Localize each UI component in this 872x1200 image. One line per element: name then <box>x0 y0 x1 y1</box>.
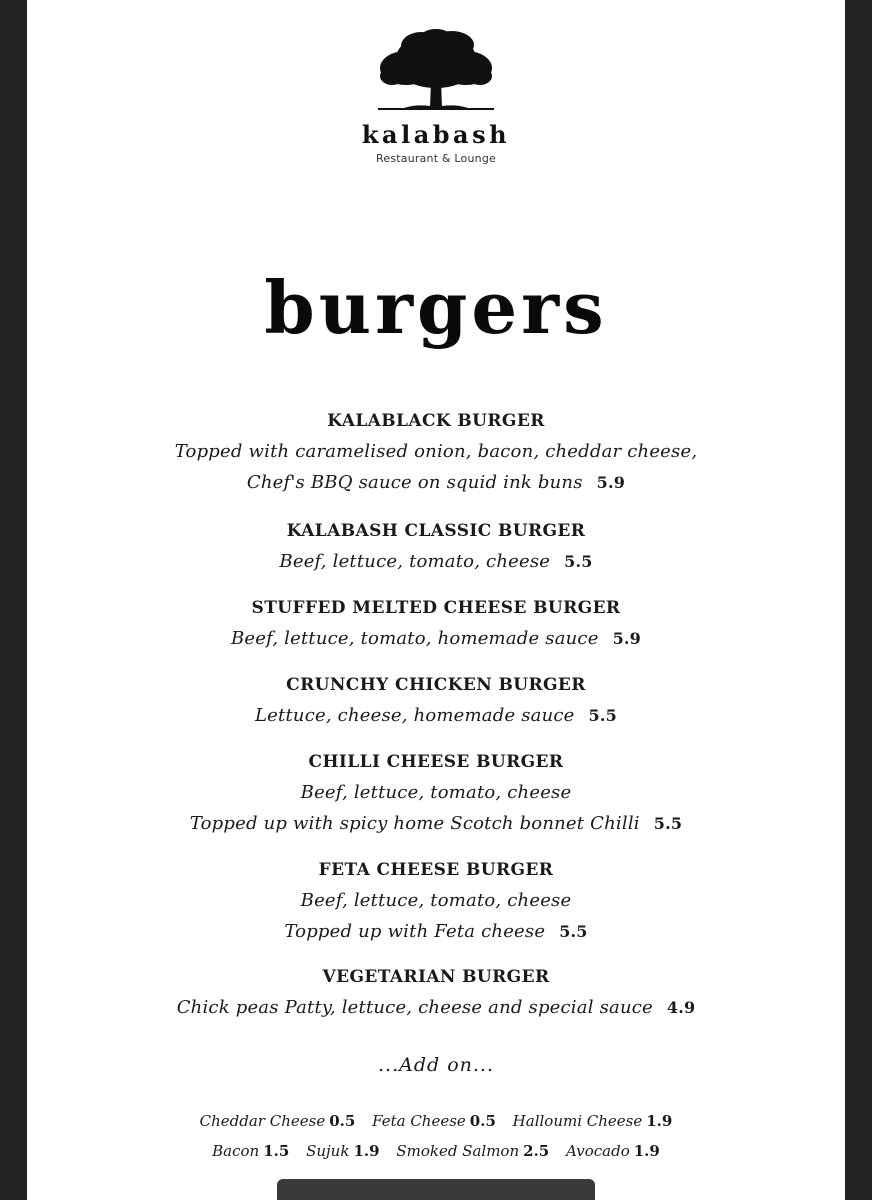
item-price: 5.5 <box>588 706 617 725</box>
addon-name: Sujuk <box>306 1142 350 1160</box>
menu-page <box>27 0 845 1200</box>
item-name: CRUNCHY CHICKEN BURGER <box>286 675 586 695</box>
menu-item <box>27 747 845 839</box>
addon-row <box>27 1112 845 1130</box>
item-price: 5.5 <box>564 552 593 571</box>
addon-price: 1.5 <box>263 1142 290 1160</box>
item-description: Beef, lettuce, tomato, cheese <box>300 890 572 911</box>
addon-price: 1.9 <box>353 1142 380 1160</box>
item-description: Topped up with Feta cheese <box>284 920 546 942</box>
item-name: KALABASH CLASSIC BURGER <box>286 521 586 541</box>
item-name: VEGETARIAN BURGER <box>322 967 550 987</box>
bottom-overlay-bar[interactable] <box>277 1179 595 1200</box>
item-name: STUFFED MELTED CHEESE BURGER <box>251 598 621 618</box>
item-description: Topped up with spicy home Scotch bonnet Chilli <box>189 812 640 834</box>
menu-item <box>27 855 845 947</box>
addon-name: Halloumi Cheese <box>512 1112 643 1130</box>
menu-item <box>27 516 845 578</box>
tree-icon <box>376 28 496 116</box>
addon-price: 1.9 <box>646 1112 673 1130</box>
item-price: 5.5 <box>559 921 588 941</box>
menu-item <box>27 593 845 655</box>
addon-name: Bacon <box>212 1142 260 1160</box>
item-name: CHILLI CHEESE BURGER <box>308 752 564 772</box>
addon-heading: ...Add on... <box>378 1054 494 1076</box>
addon-price: 1.9 <box>633 1142 660 1160</box>
addon-item <box>212 1142 289 1160</box>
item-description: Beef, lettuce, tomato, cheese <box>300 782 572 803</box>
addon-row <box>27 1142 845 1160</box>
brand-name: kalabash <box>361 120 511 149</box>
addon-item <box>396 1142 549 1160</box>
item-name: KALABLACK BURGER <box>327 411 545 431</box>
item-price: 5.5 <box>653 813 683 833</box>
item-price: 4.9 <box>666 998 696 1017</box>
page-title: burgers <box>264 265 608 350</box>
menu-item <box>27 406 845 498</box>
item-description: Beef, lettuce, tomato, cheese <box>279 551 551 572</box>
item-description: Chick peas Patty, lettuce, cheese and special sauce <box>176 997 653 1018</box>
addon-name: Feta Cheese <box>372 1112 466 1130</box>
addon-item <box>200 1112 356 1130</box>
item-price: 5.9 <box>612 629 641 648</box>
addon-price: 2.5 <box>523 1142 550 1160</box>
menu-item <box>27 670 845 732</box>
item-description: Topped with caramelised onion, bacon, cheddar cheese, <box>174 441 698 462</box>
addon-name: Smoked Salmon <box>396 1142 520 1160</box>
item-description: Chef's BBQ sauce on squid ink buns <box>246 471 583 493</box>
addon-name: Avocado <box>566 1142 630 1160</box>
item-description: Lettuce, cheese, homemade sauce <box>255 705 575 726</box>
restaurant-logo <box>27 28 845 165</box>
addon-price: 0.5 <box>469 1112 496 1130</box>
brand-tagline: Restaurant & Lounge <box>376 152 496 165</box>
addon-item <box>566 1142 660 1160</box>
addon-item <box>513 1112 673 1130</box>
addon-item <box>306 1142 379 1160</box>
item-name: FETA CHEESE BURGER <box>318 860 554 880</box>
item-description: Beef, lettuce, tomato, homemade sauce <box>230 628 599 649</box>
item-price: 5.9 <box>596 472 626 492</box>
addon-item <box>372 1112 496 1130</box>
menu-item <box>27 962 845 1024</box>
addon-price: 0.5 <box>329 1112 356 1130</box>
addon-name: Cheddar Cheese <box>199 1112 326 1130</box>
